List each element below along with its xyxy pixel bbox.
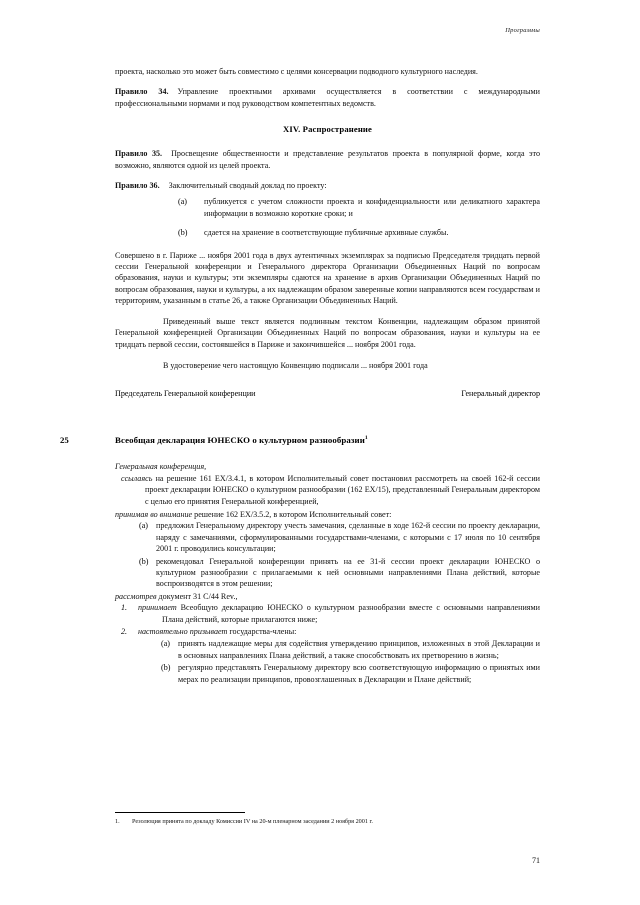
recital-recalling-lead: ссылаясь [121,473,153,483]
footnote-area [115,812,540,826]
declaration-title-wrap [115,435,540,445]
resolution-1 [115,602,540,625]
footnote-separator [115,812,245,813]
resolution-1-marker: 1. [121,603,128,613]
witness-paragraph: В удостоверение чего настоящую Конвенцию подписали ... ноября 2001 года [163,360,428,370]
rule-36-text: Заключительный сводный доклад по проекту: [168,181,327,191]
preamble-actor: Генеральная конференция, [115,462,207,472]
recital-having-examined-text: документ 31 C/44 Rev., [156,591,238,601]
authentic-text-paragraph: Приведенный выше текст является подлинным текстом Конвенции, надлежащим образом принятой Генеральной конференцией Организации Объединенных Наций по вопросам образования, науки и культуры на ее тридцать первой сессии, состоявшейся в Париже и закончившейся ... ноября 2001 года. [115,316,540,349]
resolution-2-text: государства-члены: [227,627,297,636]
rule-36-label: Правило 36. [115,181,160,191]
ex-item-a-marker: (a) [139,521,148,531]
declaration-heading [38,435,540,445]
member-state-item-a-marker: (a) [161,639,170,649]
recital-having-examined-lead: рассмотрев [115,591,157,601]
declaration-number: 25 [60,435,69,446]
rule-35-text: Просвещение общественности и представление результатов проекта в популярной форме, когда это возможно, являются одной из целей проекта. [115,149,540,170]
recital-considering-text: решение 162 EX/3.5.2, в котором Исполнительный совет: [192,509,392,519]
ex-item-a-text: предложил Генеральному директору учесть замечания, сделанные в ходе 162-й сессии по проекту декларации, наряду с замечаниями, сформулированными государствами-членами, с которыми с 17 июля по 10 сентября 2001 г. проводились консультации; [156,521,540,554]
running-head: Программы [505,27,540,34]
section-heading: XIV. Распространение [282,124,373,135]
rule-36-item-b-text: сдается на хранение в соответствующие публичные архивные службы. [204,228,449,238]
rule-36-item-a-marker: (a) [178,197,187,207]
resolution-2-body [138,626,540,637]
recital-considering-lead: принимая во внимание [115,509,193,519]
rule-36-paragraph [115,180,540,191]
rule-35-paragraph [115,148,540,171]
recital-considering [115,509,540,520]
rule-34-label: Правило 34. [115,87,169,97]
footnote-1-text: Резолюция принята по докладу Комиссии IV на 20-м пленарном заседании 2 ноября 2001 г. [132,818,373,825]
ex-item-b-text: рекомендовал Генеральной конференции принять на ее 31-й сессии проект декларации ЮНЕСКО о культурном разнообразии с прилагаемыми к ней основными направлениями Плана действий, которые воспроизводятся в этом решении; [156,556,540,589]
resolution-1-text: Всеобщую декларацию ЮНЕСКО о культурном разнообразии вместе с основными направлениями Плана действий, которые прилагаются ниже; [162,603,540,624]
member-state-item-b [115,662,540,685]
recital-recalling-text: на решение 161 EX/3.4.1, в котором Исполнительный совет постановил рассмотреть на своей 162-й сессии проект декларации ЮНЕСКО о культурном разнообразии (162 EX/15), представленный Генеральным директором с целью его принятия Генеральной конференцией, [145,473,540,506]
declaration-title-footnote-marker: 1 [364,435,368,442]
signature-right: Генеральный директор [461,389,540,399]
rule-35-label: Правило 35. [115,149,163,159]
member-state-item-a [115,638,540,661]
member-state-item-a-text: принять надлежащие меры для содействия утверждению принципов, изложенных в этой Декларации и в основных направлениях Плана действий, а также способствовать их претворению в жизнь; [178,639,540,660]
resolution-2-marker: 2. [121,627,128,636]
signature-row [115,389,540,398]
recital-having-examined [115,591,540,602]
recital-recalling-body [121,473,540,507]
rule-34-text: Управление проектными архивами осуществляется в соответствии с международными профессиональными нормами и под руководством компетентных ведомств. [115,87,541,108]
resolution-2-lead: настоятельно призывает [138,627,228,636]
footnote-1 [115,817,540,826]
rule-36-item-a-text: публикуется с учетом сложности проекта и конфиденциальности или деликатного характера информации в возможно короткие сроки; и [204,197,540,218]
footnote-1-number: 1. [115,818,120,825]
rule-36-item-a [115,196,540,219]
rule-36-item-b-marker: (b) [178,228,188,238]
member-state-item-b-text: регулярно представлять Генеральному директору всю соответствующую информацию о принятых ими мерах по реализации принципов, провозглашенных в Декларации и Плане действий; [178,663,540,684]
resolution-2 [115,626,540,637]
signature-left: Председатель Генеральной конференции [115,389,256,399]
ex-item-b [115,556,540,590]
resolution-1-lead: принимает [138,603,177,613]
rule-36-item-b [115,227,540,238]
page-number: 71 [532,856,540,865]
recital-recalling [115,473,540,507]
resolution-1-body [138,602,540,625]
declaration-title: Всеобщая декларация ЮНЕСКО о культурном разнообразии [115,435,365,446]
rule-34-paragraph [115,86,540,109]
member-state-item-b-marker: (b) [161,663,171,673]
ex-item-b-marker: (b) [139,556,149,566]
closing-paragraph: Совершено в г. Париже ... ноября 2001 года в двух аутентичных экземплярах за подписью Председателя тридцать первой сессии Генеральной конференции и Генерального директора Организации Объединенных Наций по вопросам образования, науки и культуры; эти экземпляры сдаются на хранение в архив Организации Объединенных Наций по вопросам образования, науки и культуры, а их надлежащим образом заверенные копии направляются всем государствам и территориям, указанным в статье 26, а также Организации Объединенных Наций. [115,250,540,306]
ex-item-a [115,520,540,554]
page-content [60,66,541,693]
continued-paragraph: проекта, насколько это может быть совместимо с целями консервации подводного культурного наследия. [115,67,478,76]
